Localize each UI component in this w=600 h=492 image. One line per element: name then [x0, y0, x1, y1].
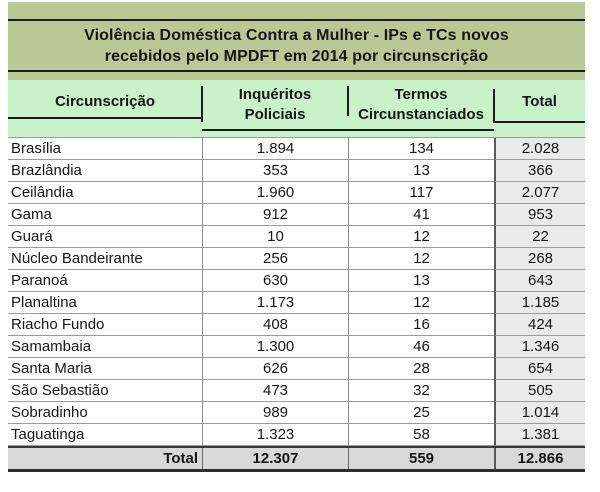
cell-total: 505	[494, 380, 585, 402]
cell-total: 22	[494, 226, 585, 248]
cell-total: 953	[494, 204, 585, 226]
cell-termos: 28	[348, 358, 494, 380]
footer-grand-total: 12.866	[494, 448, 585, 469]
cell-termos: 13	[348, 160, 494, 182]
cell-termos: 16	[348, 314, 494, 336]
table-row	[8, 204, 585, 226]
cell-total: 268	[494, 248, 585, 270]
cell-total: 1.346	[494, 336, 585, 358]
column-header-termos-circunstanciados	[348, 80, 494, 137]
table-row	[8, 380, 585, 402]
header-underline	[8, 117, 202, 119]
table-row	[8, 424, 585, 446]
header-divider	[493, 89, 495, 123]
cell-total: 1.381	[494, 424, 585, 446]
table-row	[8, 358, 585, 380]
cell-termos: 32	[348, 380, 494, 402]
table-row	[8, 314, 585, 336]
cell-termos: 58	[348, 424, 494, 446]
report-table	[8, 2, 585, 472]
column-header-label: Total	[522, 93, 557, 110]
cell-inqueritos: 989	[202, 402, 348, 424]
cell-inqueritos: 1.173	[202, 292, 348, 314]
cell-inqueritos: 1.323	[202, 424, 348, 446]
header-divider	[347, 86, 349, 116]
cell-termos: 134	[348, 138, 494, 160]
table-row	[8, 160, 585, 182]
table-header	[8, 80, 585, 137]
cell-circunscricao: Gama	[8, 204, 202, 226]
column-header-inqueritos-policiais	[202, 80, 348, 137]
cell-circunscricao: Guará	[8, 226, 202, 248]
cell-inqueritos: 1.894	[202, 138, 348, 160]
table-row	[8, 226, 585, 248]
table-body	[8, 137, 585, 446]
cell-termos: 46	[348, 336, 494, 358]
cell-termos: 12	[348, 292, 494, 314]
cell-inqueritos: 473	[202, 380, 348, 402]
cell-circunscricao: Sobradinho	[8, 402, 202, 424]
page-title	[8, 19, 585, 72]
footer-inqueritos-sum: 12.307	[202, 448, 348, 469]
cell-circunscricao: Ceilândia	[8, 182, 202, 204]
cell-inqueritos: 1.300	[202, 336, 348, 358]
page-title-line2: recebidos pelo MPDFT em 2014 por circunscrição	[104, 47, 489, 65]
cell-inqueritos: 912	[202, 204, 348, 226]
header-underline	[348, 129, 494, 131]
header-divider	[201, 86, 203, 122]
cell-inqueritos: 10	[202, 226, 348, 248]
cell-total: 2.028	[494, 138, 585, 160]
column-header-label: Policiais	[244, 106, 306, 123]
cell-total: 654	[494, 358, 585, 380]
cell-circunscricao: Brazlândia	[8, 160, 202, 182]
page-title-line1: Violência Doméstica Contra a Mulher - IPs e TCs novos	[84, 26, 509, 44]
column-header-label: Circunstanciados	[358, 106, 484, 123]
column-header-label: Inquéritos	[238, 86, 312, 103]
header-underline	[202, 129, 348, 131]
table-row	[8, 138, 585, 160]
cell-termos: 12	[348, 226, 494, 248]
cell-termos: 12	[348, 248, 494, 270]
title-block	[8, 2, 585, 80]
cell-total: 1.014	[494, 402, 585, 424]
cell-circunscricao: Planaltina	[8, 292, 202, 314]
column-header-label: Circunscrição	[54, 93, 156, 110]
cell-circunscricao: Riacho Fundo	[8, 314, 202, 336]
cell-inqueritos: 408	[202, 314, 348, 336]
header-underline	[494, 121, 585, 123]
table-row	[8, 402, 585, 424]
cell-total: 1.185	[494, 292, 585, 314]
cell-termos: 117	[348, 182, 494, 204]
cell-circunscricao: Brasília	[8, 138, 202, 160]
cell-inqueritos: 1.960	[202, 182, 348, 204]
cell-total: 643	[494, 270, 585, 292]
table-row	[8, 336, 585, 358]
cell-total: 366	[494, 160, 585, 182]
cell-inqueritos: 353	[202, 160, 348, 182]
cell-termos: 41	[348, 204, 494, 226]
column-header-total	[494, 80, 585, 137]
cell-total: 2.077	[494, 182, 585, 204]
cell-inqueritos: 626	[202, 358, 348, 380]
cell-inqueritos: 256	[202, 248, 348, 270]
cell-circunscricao: Núcleo Bandeirante	[8, 248, 202, 270]
column-header-label: Termos	[394, 86, 448, 103]
footer-termos-sum: 559	[348, 448, 494, 469]
cell-circunscricao: Taguatinga	[8, 424, 202, 446]
table-row	[8, 182, 585, 204]
table-footer-row	[8, 446, 585, 472]
cell-circunscricao: São Sebastião	[8, 380, 202, 402]
cell-total: 424	[494, 314, 585, 336]
cell-termos: 25	[348, 402, 494, 424]
cell-inqueritos: 630	[202, 270, 348, 292]
cell-circunscricao: Paranoá	[8, 270, 202, 292]
column-header-circunscricao	[8, 80, 202, 137]
cell-circunscricao: Samambaia	[8, 336, 202, 358]
table-row	[8, 270, 585, 292]
cell-circunscricao: Santa Maria	[8, 358, 202, 380]
table-row	[8, 248, 585, 270]
cell-termos: 13	[348, 270, 494, 292]
table-row	[8, 292, 585, 314]
footer-total-label: Total	[163, 450, 198, 467]
